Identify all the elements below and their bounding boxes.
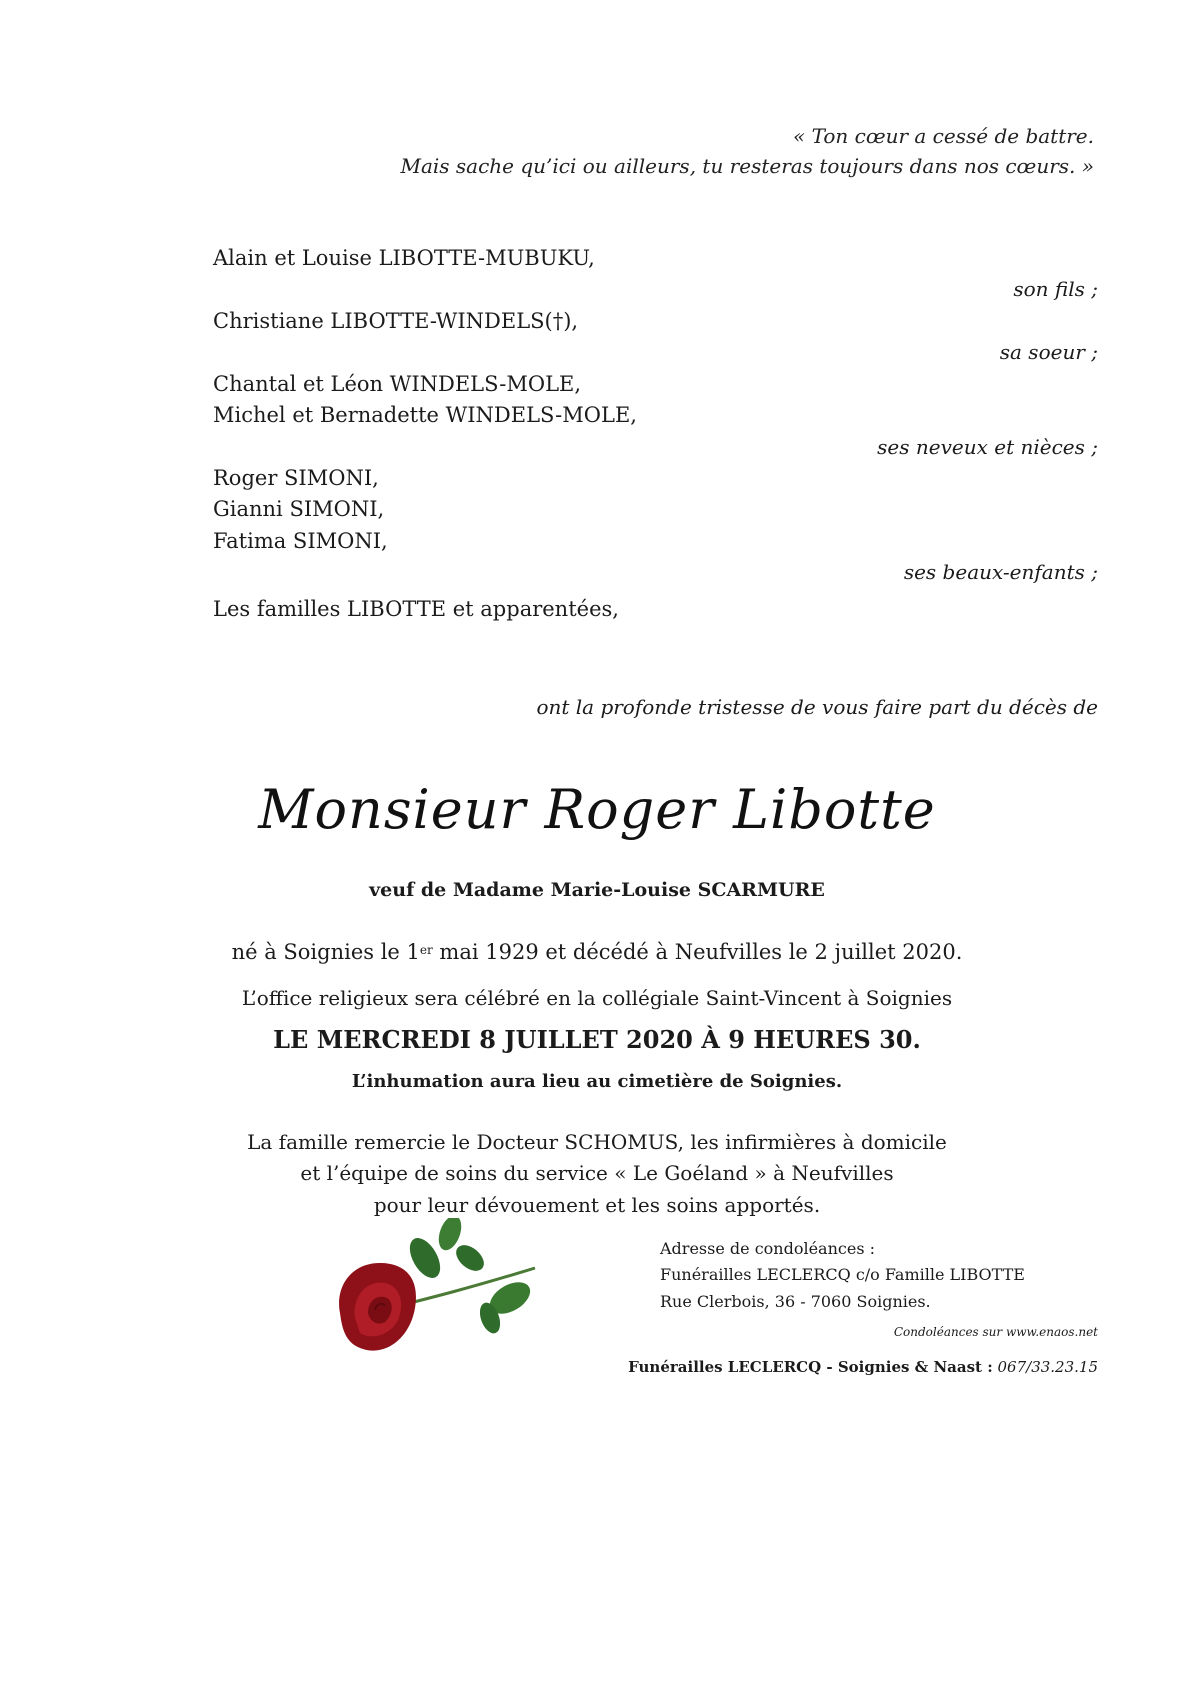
family-others: Les familles LIBOTTE et apparentées, [213,597,619,621]
relation-sister: sa soeur ; [999,340,1098,364]
condolences-online: Condoléances sur www.enaos.net [893,1325,1098,1339]
birth-death-line [0,937,1194,967]
ceremony-datetime: LE MERCREDI 8 JUILLET 2020 À 9 HEURES 30. [273,1025,921,1054]
deceased-name: Monsieur Roger Libotte [258,778,936,841]
birth-suffix: mai 1929 et décédé à Neufvilles le 2 juillet 2020. [432,940,963,964]
relation-nephews: ses neveux et nièces ; [877,435,1098,459]
birth-superscript: er [419,943,433,957]
family-stepchild-1: Roger SIMONI, [213,466,379,490]
announcement-text: ont la profonde tristesse de vous faire part du décès de [536,695,1098,719]
funeral-home-name: Funérailles LECLERCQ - Soignies & Naast : [628,1358,993,1376]
office-line: L’office religieux sera célébré en la collégiale Saint-Vincent à Soignies [241,986,953,1010]
relation-stepchildren: ses beaux-enfants ; [903,560,1098,584]
relation-son: son fils ; [1013,277,1098,301]
rose-icon [330,1218,540,1378]
birth-prefix: né à Soignies le 1 [231,940,420,964]
family-son: Alain et Louise LIBOTTE-MUBUKU, [213,246,595,270]
funeral-home-phone: 067/33.23.15 [997,1358,1098,1376]
condolences-line-1: Funérailles LECLERCQ c/o Famille LIBOTTE [660,1265,1025,1284]
condolences-label: Adresse de condoléances : [660,1239,876,1258]
family-sister: Christiane LIBOTTE-WINDELS(†), [213,309,579,333]
family-nephew-1: Chantal et Léon WINDELS-MOLE, [213,372,582,396]
quote-line-1: « Ton cœur a cessé de battre. [792,124,1094,148]
family-stepchild-3: Fatima SIMONI, [213,529,388,553]
family-nephew-2: Michel et Bernadette WINDELS-MOLE, [213,403,637,427]
epitaph-quote [294,121,1094,181]
widower-line: veuf de Madame Marie-Louise SCARMURE [369,879,825,901]
thanks-line-2: et l’équipe de soins du service « Le Goéland » à Neufvilles [300,1161,894,1185]
condolences-line-2: Rue Clerbois, 36 - 7060 Soignies. [660,1292,931,1311]
burial-line: L’inhumation aura lieu au cimetière de Soignies. [351,1071,843,1092]
quote-line-2: Mais sache qu’ici ou ailleurs, tu resteras toujours dans nos cœurs. » [400,154,1094,178]
family-stepchild-2: Gianni SIMONI, [213,497,385,521]
funeral-home-line [628,1358,1098,1376]
thanks-line-1: La famille remercie le Docteur SCHOMUS, les infirmières à domicile [247,1130,947,1154]
thanks-line-3: pour leur dévouement et les soins apportés. [373,1193,821,1217]
